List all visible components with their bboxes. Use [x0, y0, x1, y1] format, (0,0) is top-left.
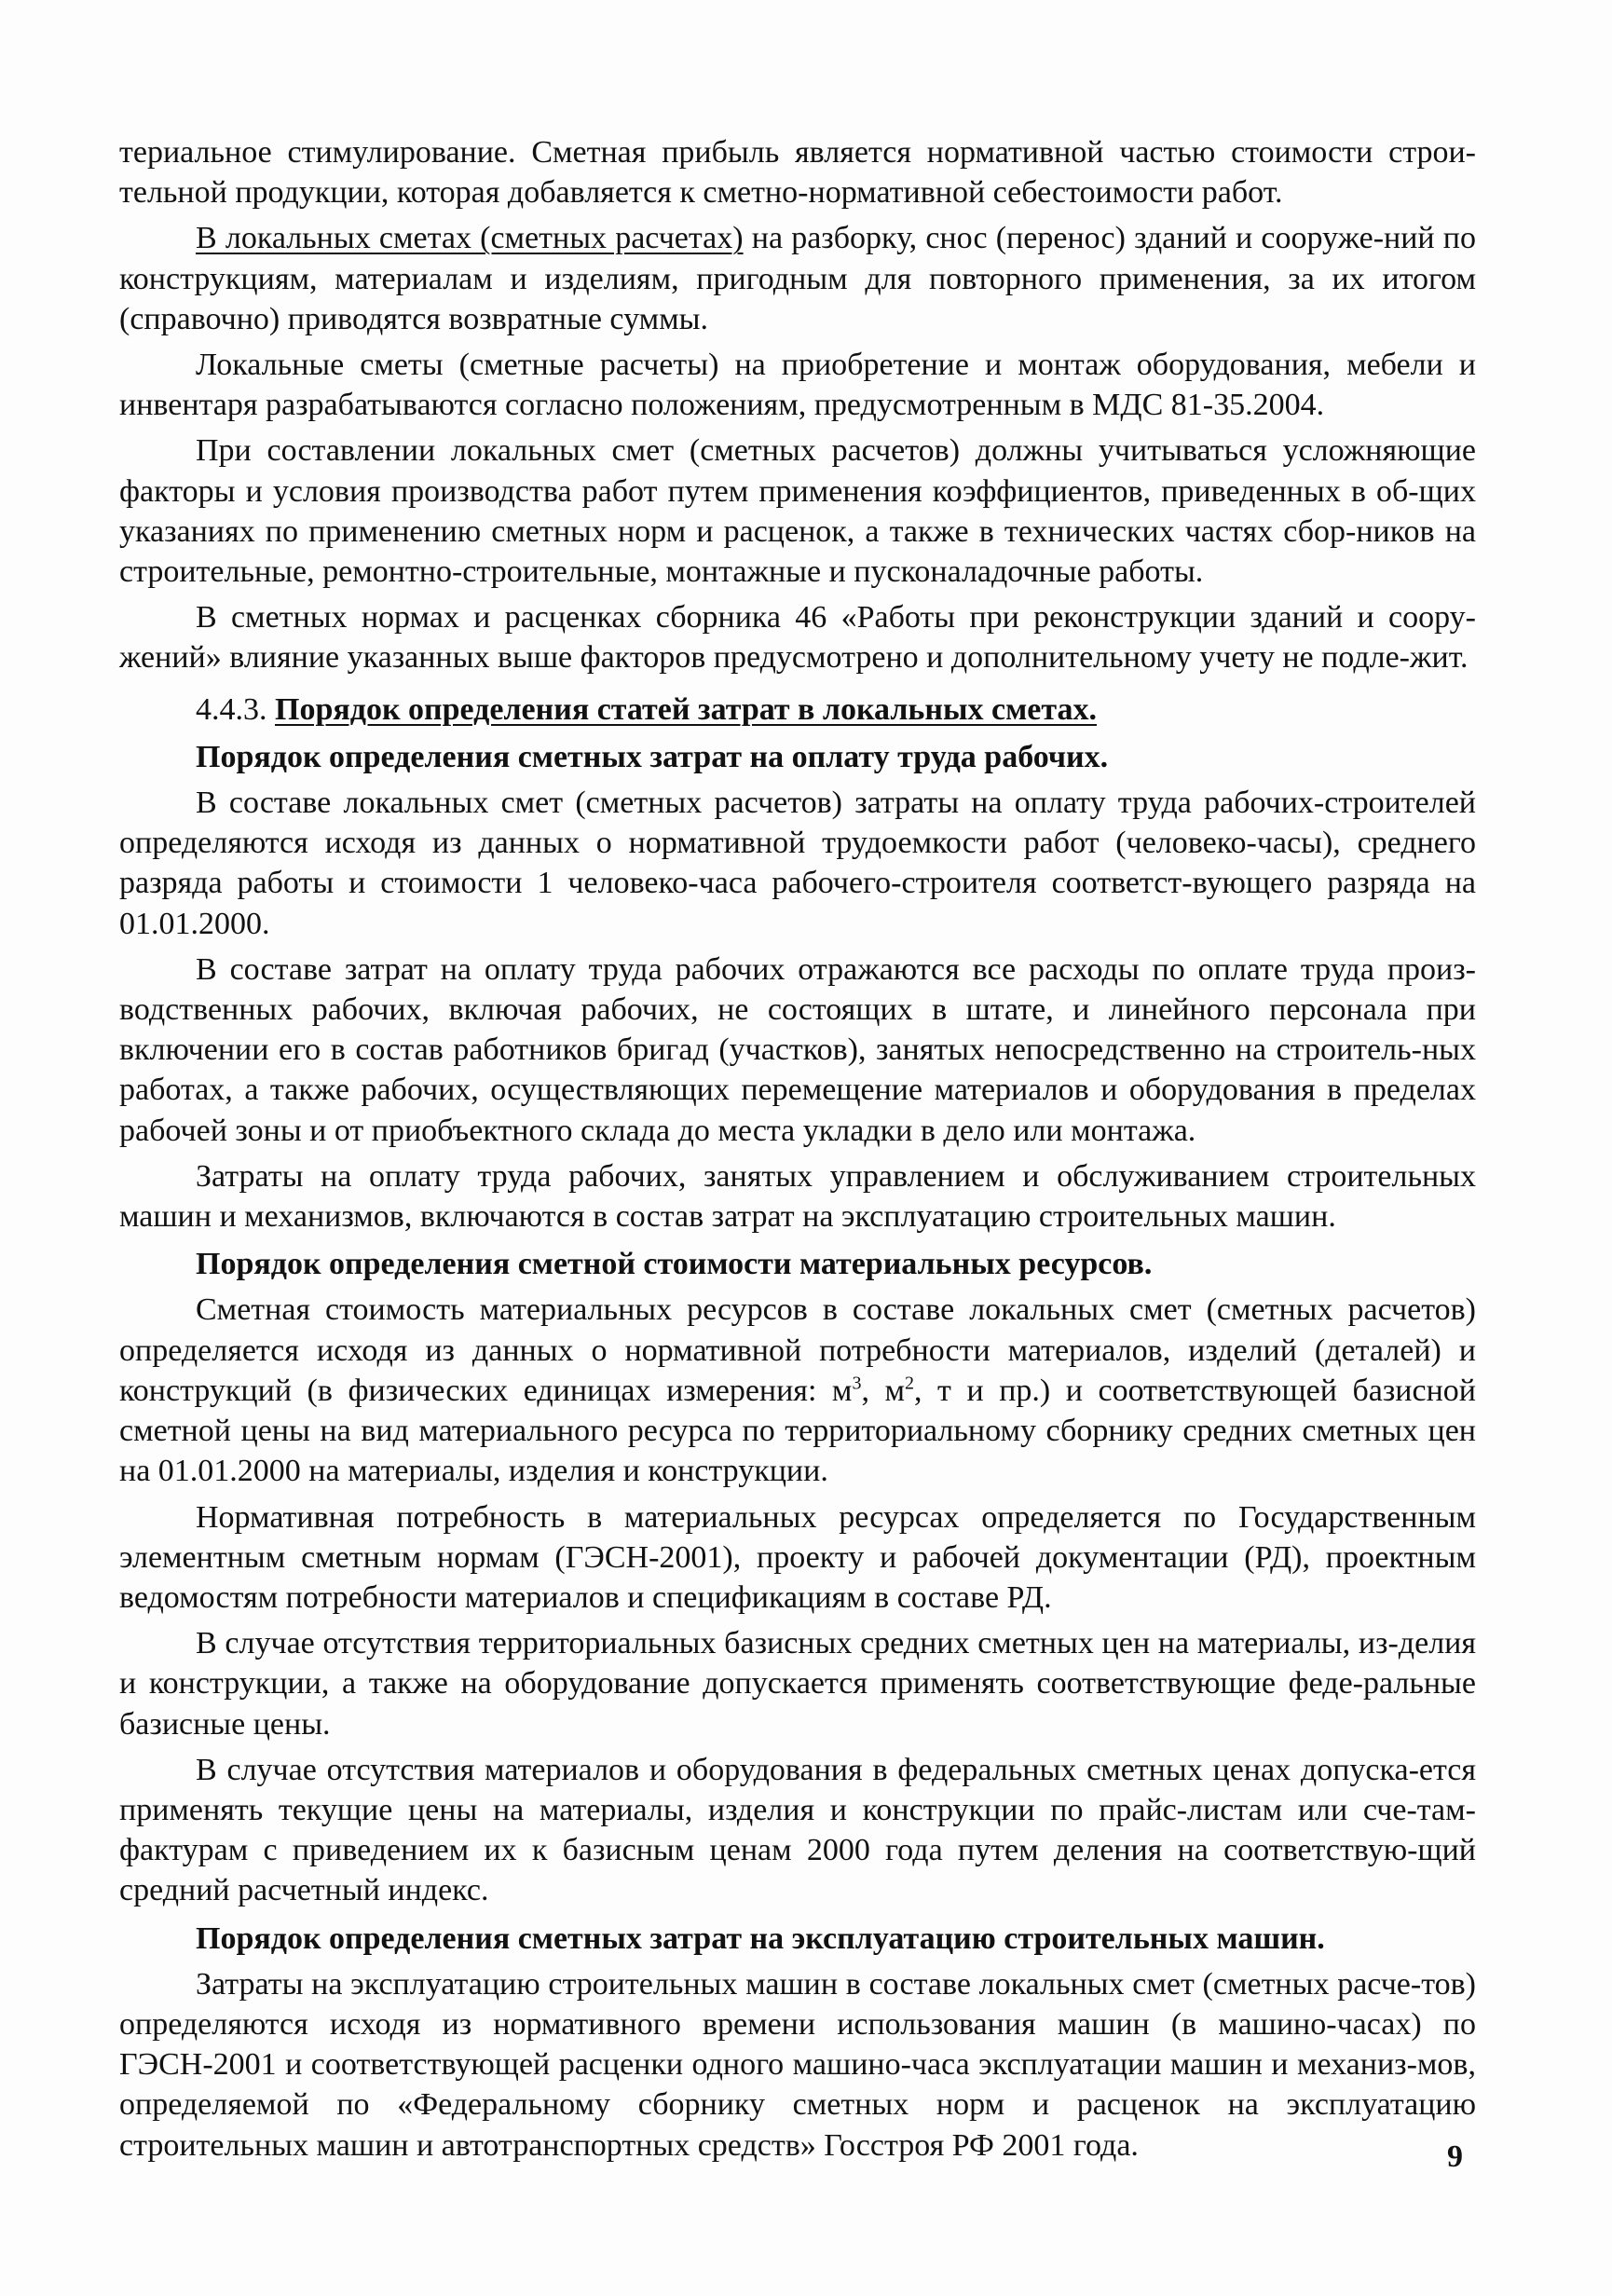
page-content — [119, 132, 1476, 2166]
paragraph-normative-need: Нормативная потребность в материальных ресурсах определяется по Государственным элементным сметным нормам (ГЭСН-2001), проекту и рабочей документации (РД), проектным ведомостям потребности материалов и спецификациям в составе РД. — [119, 1499, 1476, 1615]
paragraph-labor-costs: В составе локальных смет (сметных расчетов) затраты на оплату труда рабочих-строителей определяются исходя из данных о нормативной трудоемкости работ (человеко-часы), среднего разряда работы и стоимости 1 человеко-часа рабочего-строителя соответст-вующего разряда на 01.01.2000. — [119, 786, 1476, 941]
section-heading — [119, 690, 1476, 730]
subheading-labor-costs: Порядок определения сметных затрат на оплату труда рабочих. — [196, 739, 1109, 774]
paragraph-return-sums — [119, 218, 1476, 339]
subheading-material-costs: Порядок определения сметной стоимости материальных ресурсов. — [196, 1247, 1153, 1282]
superscript-cubic: 3 — [852, 1373, 862, 1394]
paragraph-collection-46: В сметных нормах и расценках сборника 46 «Работы при реконструкции зданий и соору-жений» влияние указанных выше факторов предусмотрено и дополнительному учету не подле-жит. — [119, 600, 1476, 676]
paragraph-labor-expenses: В составе затрат на оплату труда рабочих отражаются все расходы по оплате труда произ-водственных рабочих, включая рабочих, не состоящих в штате, и линейного персонала при включении его в состав работников бригад (участков), занятых непосредственно на строитель-ных работах, а также рабочих, осуществляющих перемещение материалов и оборудования в пределах рабочей зоны и от приобъектного склада до места укладки в дело или монтажа. — [119, 951, 1476, 1148]
underlined-phrase-local-estimates: В локальных сметах (сметных расчетах) — [196, 221, 744, 256]
section-title: Порядок определения статей затрат в локальных сметах. — [275, 691, 1098, 727]
section-number: 4.4.3. — [196, 691, 275, 727]
paragraph-machine-operators: Затраты на оплату труда рабочих, занятых управлением и обслуживанием строительных машин и механизмов, включаются в состав затрат на эксплуатацию строительных машин. — [119, 1158, 1476, 1235]
paragraph-current-prices: В случае отсутствия материалов и оборудования в федеральных сметных ценах допуска-ется применять текущие цены на материалы, изделия и конструкции по прайс-листам или сче-там-фактурам с приведением их к базисным ценам 2000 года путем деления на соответствую-щий средний расчетный индекс. — [119, 1752, 1476, 1908]
paragraph-federal-prices: В случае отсутствия территориальных базисных средних сметных цен на материалы, из-делия и конструкции, а также на оборудование допускается применять соответствующие феде-ральные базисные цены. — [119, 1626, 1476, 1742]
paragraph-machine-costs: Затраты на эксплуатацию строительных машин в составе локальных смет (сметных расче-тов) определяются исходя из нормативного времени использования машин (в машино-часах) по ГЭСН-2001 и соответствующей расценки одного машино-часа эксплуатации машин и механиз-мов, определяемой по «Федеральному сборнику сметных норм и расценок на эксплуатацию строительных машин и автотранспортных средств» Госстроя РФ 2001 года. — [119, 1966, 1476, 2163]
paragraph-equipment-estimates: Локальные сметы (сметные расчеты) на приобретение и монтаж оборудования, мебели и инвентаря разрабатываются согласно положениям, предусмотренным в МДС 81-35.2004. — [119, 348, 1476, 423]
paragraph-material-costs: Сметная стоимость материальных ресурсов в составе локальных смет (сметных расчетов) определяется исходя из данных о нормативной потребности материалов, изделий (деталей) и конструкций (в физических единицах измерения: $м^3$, $м^2$, т и пр.) и соответствующей базисной сметной цены на вид материального ресурса по территориальному сборнику средних сметных цен на 01.01.2000 на материалы, изделия и конструкции. — [119, 1292, 1476, 1489]
paragraph-complicating-factors: При составлении локальных смет (сметных расчетов) должны учитываться усложняющие факторы и условия производства работ путем применения коэффициентов, приведенных в об-щих указаниях по применению сметных норм и расценок, а также в технических частях сбор-ников на строительные, ремонтно-строительные, монтажные и пусконаладочные работы. — [119, 433, 1476, 590]
subheading-machine-costs: Порядок определения сметных затрат на эксплуатацию строительных машин. — [196, 1920, 1325, 1956]
paragraph-continuation: териальное стимулирование. Сметная прибыль является нормативной частью стоимости строи-тельной продукции, которая добавляется к сметно-нормативной себестоимости работ. — [119, 135, 1476, 211]
superscript-square: 2 — [905, 1373, 915, 1394]
paragraph-text: на разборку, снос (перенос) зданий и сооруже-ний по конструкциям, материалам и изделиям, пригодным для повторного применения, за их итогом (справочно) приводятся возвратные суммы. — [119, 221, 1476, 336]
page-number: 9 — [1447, 2139, 1463, 2174]
